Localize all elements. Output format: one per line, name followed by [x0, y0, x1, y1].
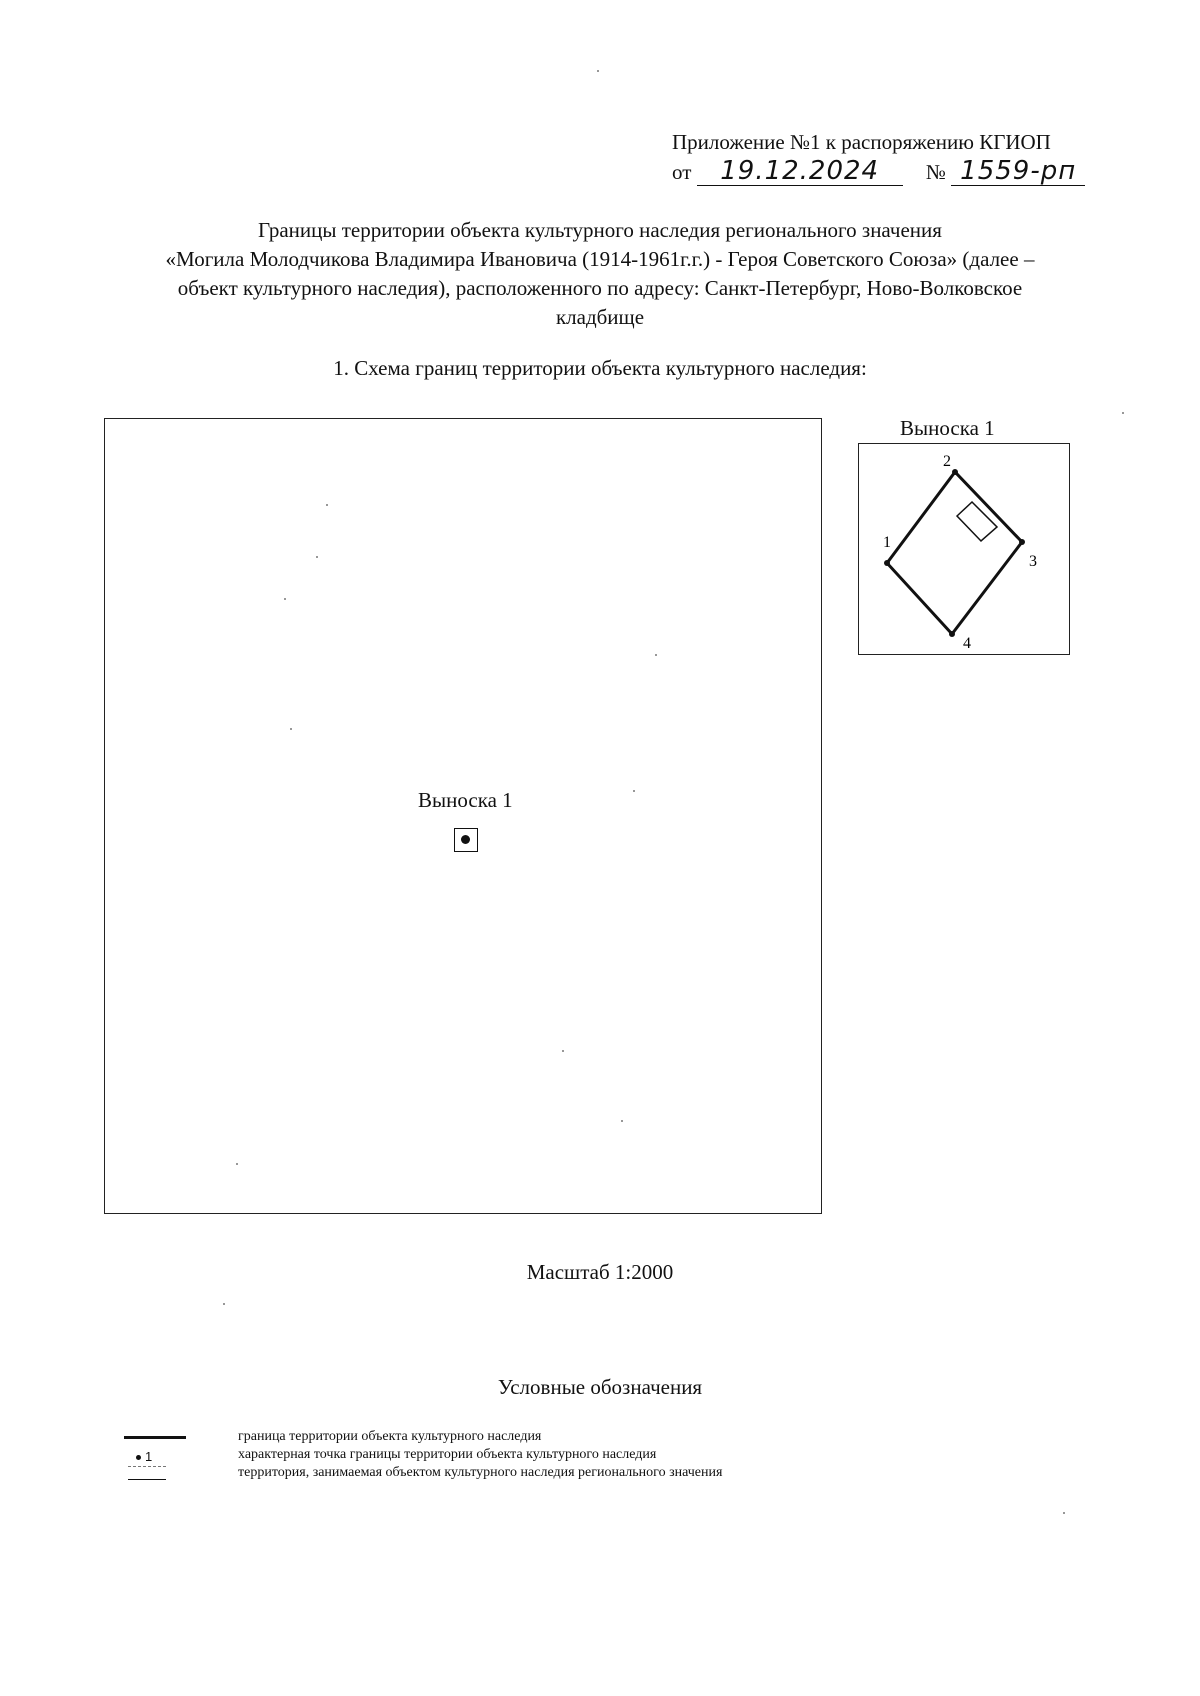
- point-label-4: 4: [963, 635, 971, 652]
- scan-speck: [1063, 1512, 1065, 1514]
- inset-frame: [858, 443, 1070, 655]
- inset-title: Выноска 1: [900, 416, 995, 440]
- territory-boundary: [887, 472, 1022, 634]
- boundary-point-4: [949, 631, 955, 637]
- title-line-2: «Могила Молодчикова Владимира Ивановича (1914-1961г.г.) - Героя Советского Союза» (далее –: [165, 247, 1035, 271]
- occupied-area-symbol: [120, 1464, 188, 1482]
- scan-speck: [562, 1050, 564, 1052]
- point-label-1: 1: [883, 534, 891, 551]
- legend-item-area: [120, 1464, 1020, 1482]
- map-scale: Масштаб 1:2000: [526, 1260, 674, 1284]
- title-line-3: объект культурного наследия), расположенного по адресу: Санкт-Петербург, Ново-Волковское: [177, 276, 1023, 300]
- scan-speck: [1122, 412, 1124, 414]
- legend-item-point: [120, 1446, 1020, 1464]
- point-label-3: 3: [1029, 553, 1037, 570]
- boundary-point-1: [884, 560, 890, 566]
- scan-speck: [597, 70, 599, 72]
- point-label-2: 2: [943, 453, 951, 470]
- boundary-line-symbol: [120, 1428, 188, 1446]
- boundary-point-3: [1019, 539, 1025, 545]
- handwritten-number: 1559-рп: [951, 157, 1085, 186]
- boundary-point-symbol: [120, 1446, 188, 1464]
- inset-drawing: [859, 444, 1071, 656]
- title-line-4: кладбище: [555, 305, 645, 329]
- annex-line: Приложение №1 к распоряжению КГИОП: [672, 130, 1051, 154]
- title-line-1: Границы территории объекта культурного наследия регионального значения: [258, 218, 942, 242]
- boundary-map-frame: [104, 418, 822, 1214]
- annex-header: [672, 128, 1142, 187]
- scheme-heading: 1. Схема границ территории объекта культурного наследия:: [333, 356, 867, 380]
- scan-speck: [655, 654, 657, 656]
- map-callout-label: Выноска 1: [418, 788, 513, 812]
- scan-speck: [290, 728, 292, 730]
- scan-speck: [236, 1163, 238, 1165]
- annex-from-label: от: [672, 160, 692, 184]
- scan-speck: [284, 598, 286, 600]
- annex-date-number-row: [672, 157, 1142, 187]
- annex-number-label: №: [925, 160, 946, 184]
- map-callout-marker: [454, 828, 478, 852]
- boundary-point-2: [952, 469, 958, 475]
- handwritten-date: 19.12.2024: [697, 157, 903, 186]
- legend-item-text: территория, занимаемая объектом культурного наследия регионального значения: [238, 1465, 723, 1480]
- scan-speck: [621, 1120, 623, 1122]
- legend-item-boundary: [120, 1428, 1020, 1446]
- legend-title: Условные обозначения: [497, 1375, 703, 1399]
- legend-item-text: характерная точка границы территории объекта культурного наследия: [238, 1447, 657, 1462]
- scan-speck: [633, 790, 635, 792]
- scan-speck: [223, 1303, 225, 1305]
- scan-speck: [326, 504, 328, 506]
- legend-point-label: 1: [145, 1449, 153, 1464]
- object-location-dot: [461, 835, 470, 844]
- scan-speck: [316, 556, 318, 558]
- legend-item-text: граница территории объекта культурного наследия: [238, 1429, 542, 1444]
- document-title: [100, 216, 1100, 332]
